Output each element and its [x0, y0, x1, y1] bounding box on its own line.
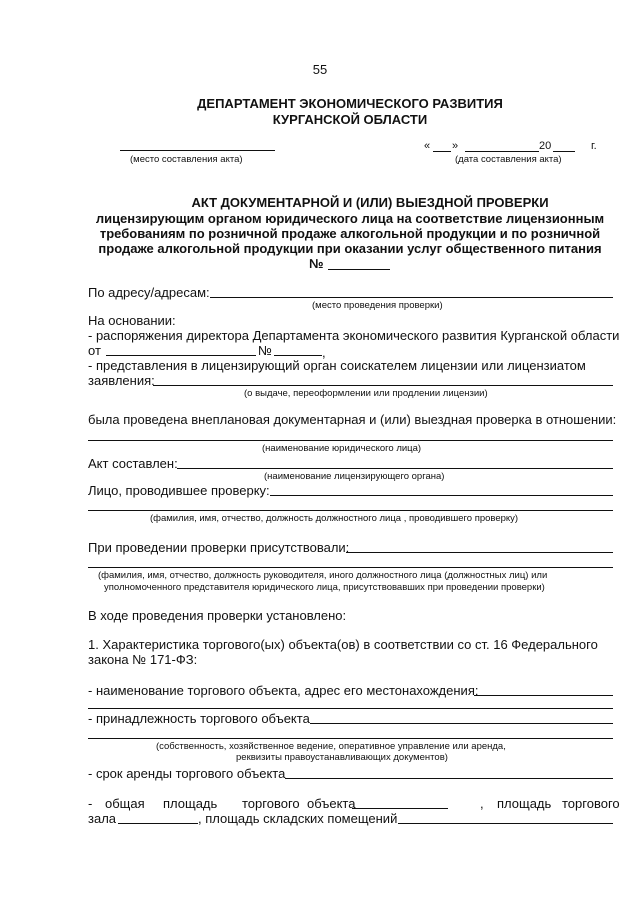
year-suffix: г. [591, 140, 597, 152]
hall-area-field[interactable] [118, 823, 198, 824]
day-field[interactable] [433, 151, 451, 152]
address-field[interactable] [210, 297, 613, 298]
area-dash: - [88, 796, 93, 811]
act-subtitle-1: лицензирующим органом юридического лица на соответствие лицензионным [95, 211, 605, 226]
area-comma: , [480, 796, 484, 811]
item1-line2: закона № 171-ФЗ: [88, 652, 198, 667]
storage-area-field[interactable] [398, 823, 613, 824]
licensing-hint: (наименование лицензирующего органа) [264, 471, 445, 482]
inspector-field-2[interactable] [88, 510, 613, 511]
present-hint-1: (фамилия, имя, отчество, должность руководителя, иного должностного лица (должностных лиц) или [98, 570, 548, 581]
area-word-trade: торгового [242, 796, 300, 811]
ownership-label: - принадлежность торгового объекта [88, 711, 310, 726]
basis-order-text: - распоряжения директора Департамента экономического развития Курганской области [88, 328, 620, 343]
legal-entity-field[interactable] [88, 440, 613, 441]
storage-label: , площадь складских помещений [198, 811, 398, 826]
order-number-field[interactable] [274, 355, 322, 356]
address-hint: (место проведения проверки) [312, 300, 443, 311]
act-title: АКТ ДОКУМЕНТАРНОЙ И (ИЛИ) ВЫЕЗДНОЙ ПРОВЕРКИ [191, 195, 549, 210]
object-name-field-2[interactable] [88, 708, 613, 709]
present-hint-2: уполномоченного представителя юридического лица, присутствовавших при проведении проверки) [104, 582, 545, 593]
ownership-hint-2: реквизиты правоустанавливающих документов) [236, 752, 448, 763]
total-area-field[interactable] [352, 808, 448, 809]
present-field-2[interactable] [88, 567, 613, 568]
area-word-total: общая [105, 796, 145, 811]
inspection-text: была проведена внеплановая документарная и (или) выездная проверка в отношении: [88, 412, 617, 427]
inspector-hint: (фамилия, имя, отчество, должность должностного лица , проводившего проверку) [150, 513, 519, 524]
year-prefix: 20 [539, 140, 552, 152]
area-word-trade-2: торгового [562, 796, 620, 811]
object-name-label: - наименование торгового объекта, адрес его местонахождения: [88, 683, 479, 698]
page-number: 55 [312, 62, 328, 77]
basis-application-text: - представления в лицензирующий орган соискателем лицензии или лицензиатом [88, 358, 586, 373]
department-title-line1: ДЕПАРТАМЕНТ ЭКОНОМИЧЕСКОГО РАЗВИТИЯ [197, 96, 503, 111]
act-subtitle-2: требованиям по розничной продаже алкогольной продукции и по розничной [99, 226, 601, 241]
object-name-field[interactable] [474, 695, 613, 696]
order-comma: , [322, 345, 326, 360]
area-word-area: площадь [163, 796, 218, 811]
year-field[interactable] [553, 151, 575, 152]
place-field[interactable] [120, 150, 275, 151]
date-close-quote: » [452, 140, 459, 152]
present-label: При проведении проверки присутствовали: [88, 540, 350, 555]
ownership-field-2[interactable] [88, 738, 613, 739]
department-title-line2: КУРГАНСКОЙ ОБЛАСТИ [272, 112, 428, 127]
inspector-field[interactable] [270, 495, 613, 496]
area-word-area-2: площадь [497, 796, 552, 811]
area-word-object: объекта [307, 796, 356, 811]
present-field[interactable] [346, 552, 613, 553]
lease-label: - срок аренды торгового объекта [88, 766, 286, 781]
ownership-field[interactable] [310, 723, 613, 724]
inspector-label: Лицо, проводившее проверку: [88, 483, 270, 498]
place-hint: (место составления акта) [130, 154, 243, 165]
act-compiled-label: Акт составлен: [88, 456, 178, 471]
lease-field[interactable] [285, 778, 613, 779]
act-subtitle-3: продаже алкогольной продукции при оказании услуг общественного питания [98, 241, 602, 256]
application-hint: (о выдаче, переоформлении или продлении лицензии) [244, 388, 488, 399]
order-from-label: от [88, 343, 101, 358]
item1-line1: 1. Характеристика торгового(ых) объекта(ов) в соответствии со ст. 16 Федерального [88, 637, 598, 652]
order-number-label: № [258, 343, 272, 358]
act-number-label: № [309, 256, 324, 271]
ownership-hint-1: (собственность, хозяйственное ведение, оперативное управление или аренда, [156, 741, 506, 752]
established-heading: В ходе проведения проверки установлено: [88, 608, 347, 623]
legal-entity-hint: (наименование юридического лица) [262, 443, 422, 454]
month-field[interactable] [465, 151, 539, 152]
address-label: По адресу/адресам: [88, 285, 210, 300]
order-date-field[interactable] [106, 355, 256, 356]
act-number-field[interactable] [328, 269, 390, 270]
application-label: заявления: [88, 373, 155, 388]
act-compiled-field[interactable] [177, 468, 613, 469]
date-open-quote: « [424, 140, 431, 152]
hall-label: зала [88, 811, 117, 826]
basis-label: На основании: [88, 313, 176, 328]
application-field[interactable] [153, 385, 613, 386]
date-hint: (дата составления акта) [455, 154, 562, 165]
